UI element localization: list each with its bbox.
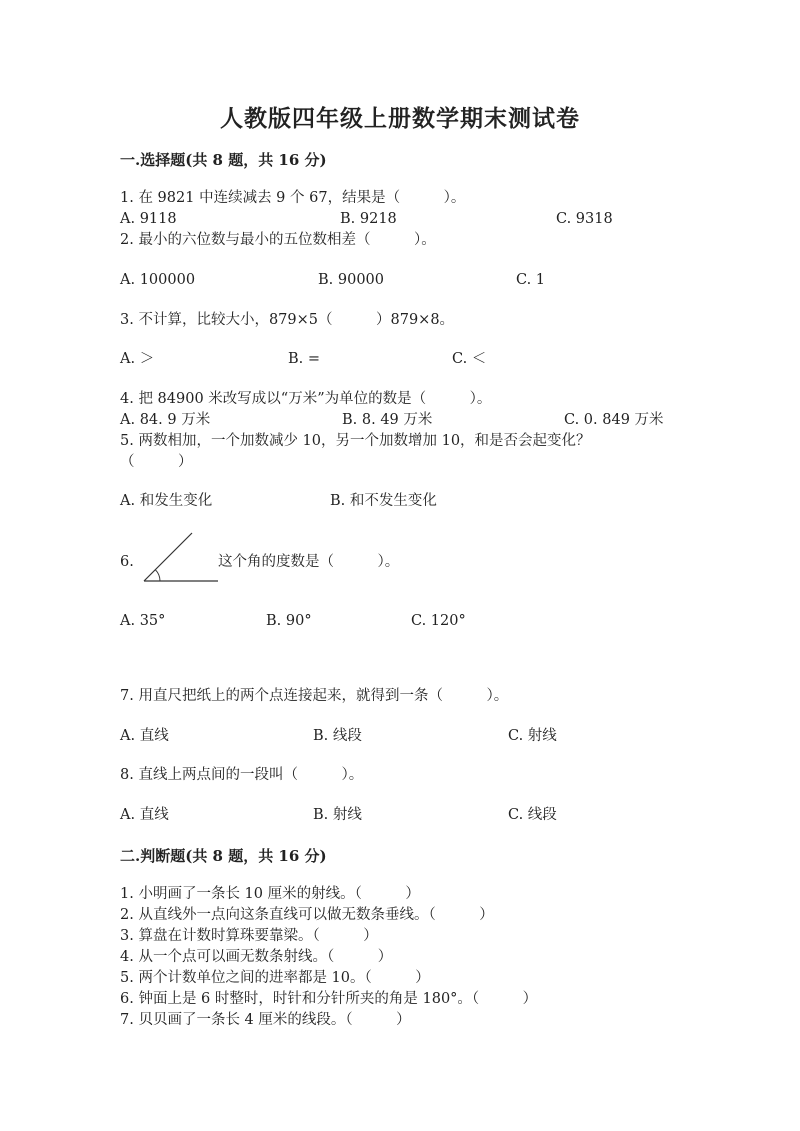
question-6-option-a: A. 35° [120, 613, 166, 629]
question-3-option-b: B. = [288, 351, 321, 367]
judgement-item-5: 5. 两个计数单位之间的进率都是 10。（ ） [120, 970, 430, 986]
question-1-option-c: C. 9318 [556, 211, 613, 227]
question-4-option-a: A. 84. 9 万米 [120, 412, 211, 428]
question-6-option-b: B. 90° [266, 613, 312, 629]
angle-figure [142, 531, 222, 585]
question-3-text: 3. 不计算，比较大小，879×5（ ）879×8。 [120, 312, 455, 328]
question-6-number: 6. [120, 554, 134, 570]
question-5-text: 5. 两数相加，一个加数减少 10，另一个加数增加 10，和是否会起变化？ [120, 433, 591, 449]
question-8-text: 8. 直线上两点间的一段叫（ ）。 [120, 767, 364, 783]
judgement-item-6: 6. 钟面上是 6 时整时，时针和分针所夹的角是 180°。（ ） [120, 991, 538, 1007]
question-2-text: 2. 最小的六位数与最小的五位数相差（ ）。 [120, 232, 436, 248]
judgement-item-1: 1. 小明画了一条长 10 厘米的射线。（ ） [120, 886, 420, 902]
question-2-option-a: A. 100000 [120, 272, 196, 288]
question-1-option-b: B. 9218 [340, 211, 397, 227]
question-6-option-c: C. 120° [411, 613, 466, 629]
question-5-blank: （ ） [120, 454, 193, 470]
question-1-option-a: A. 9118 [120, 211, 177, 227]
question-2-option-b: B. 90000 [318, 272, 385, 288]
judgement-item-4: 4. 从一个点可以画无数条射线。（ ） [120, 949, 393, 965]
judgement-item-3: 3. 算盘在计数时算珠要靠梁。（ ） [120, 928, 378, 944]
question-1-text: 1. 在 9821 中连续减去 9 个 67，结果是（ ）。 [120, 190, 466, 206]
question-7-option-c: C. 射线 [508, 728, 557, 744]
question-8-option-b: B. 射线 [313, 807, 362, 823]
question-6-text: 这个角的度数是（ ）。 [218, 554, 400, 570]
question-5-option-a: A. 和发生变化 [120, 493, 213, 509]
question-4-option-c: C. 0. 849 万米 [564, 412, 664, 428]
section-heading-judgement: 二.判断题(共 8 题，共 16 分) [120, 847, 327, 865]
page-title: 人教版四年级上册数学期末测试卷 [220, 105, 580, 132]
question-4-option-b: B. 8. 49 万米 [342, 412, 433, 428]
question-5-option-b: B. 和不发生变化 [330, 493, 437, 509]
section-heading-choice: 一.选择题(共 8 题，共 16 分) [120, 151, 327, 169]
question-8-option-c: C. 线段 [508, 807, 557, 823]
question-3-option-c: C. ＜ [452, 351, 487, 367]
judgement-item-2: 2. 从直线外一点向这条直线可以做无数条垂线。（ ） [120, 907, 494, 923]
question-7-option-b: B. 线段 [313, 728, 362, 744]
question-7-option-a: A. 直线 [120, 728, 169, 744]
question-3-option-a: A. ＞ [120, 351, 155, 367]
question-4-text: 4. 把 84900 米改写成以“万米”为单位的数是（ ）。 [120, 391, 492, 407]
question-2-option-c: C. 1 [516, 272, 546, 288]
judgement-item-7: 7. 贝贝画了一条长 4 厘米的线段。（ ） [120, 1012, 411, 1028]
question-8-option-a: A. 直线 [120, 807, 169, 823]
question-7-text: 7. 用直尺把纸上的两个点连接起来，就得到一条（ ）。 [120, 688, 509, 704]
